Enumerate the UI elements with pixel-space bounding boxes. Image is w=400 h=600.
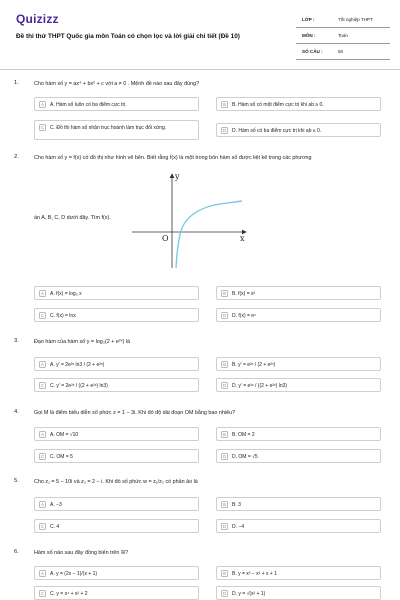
option-3d[interactable] <box>216 378 381 392</box>
option-text: A. Hàm số luôn có ba điểm cực trị. <box>50 101 127 108</box>
option-2c[interactable] <box>34 308 199 322</box>
option-5c[interactable] <box>34 519 199 533</box>
option-text: B. OM = 2 <box>232 431 255 438</box>
option-2d[interactable] <box>216 308 381 322</box>
option-3b[interactable] <box>216 357 381 371</box>
origin-label: O <box>162 234 169 243</box>
option-letter: B <box>221 290 228 297</box>
option-text: D. y′ = e²ˣ / ((2 + e²ˣ) ln3) <box>232 382 288 389</box>
info-row-class <box>296 12 390 28</box>
option-text: C. y′ = 2e²ˣ / ((2 + e²ˣ) ln3) <box>50 382 108 389</box>
question-text: Đạo hàm của hàm số y = log₃(2 + e²ˣ) là <box>34 339 130 345</box>
option-letter: D <box>222 383 227 388</box>
question-text: Cho hàm số y = ax⁴ + bx² + c với a ≠ 0 . Mệnh đề nào sau đây đúng? <box>34 81 200 87</box>
option-6c[interactable] <box>34 586 199 600</box>
info-table <box>296 12 390 60</box>
question-text: Gọi M là điểm biểu diễn số phức z = 1 − 3i. Khi đó độ dài đoạn OM bằng bao nhiêu? <box>34 410 236 416</box>
option-text: D. y = √(x² + 1) <box>232 590 266 597</box>
option-3c[interactable] <box>34 378 199 392</box>
document-title: Đề thi thử THPT Quốc gia môn Toán có chọn lọc và lời giải chi tiết (Đề 10) <box>16 33 240 40</box>
option-6a[interactable] <box>34 566 199 580</box>
option-text: B. f(x) = x² <box>232 290 256 297</box>
option-letter: B <box>221 431 228 438</box>
question-number: 1. <box>14 80 19 86</box>
option-5d[interactable] <box>216 519 381 533</box>
option-6d[interactable] <box>216 586 381 600</box>
option-letter: A <box>39 431 46 438</box>
x-axis-label: x <box>240 234 245 243</box>
option-letter: D <box>222 128 227 133</box>
option-4a[interactable] <box>34 427 199 441</box>
info-value: 50 <box>338 49 344 54</box>
option-1b[interactable] <box>216 97 381 111</box>
option-text: A. y = (2x − 1)/(x + 1) <box>50 570 98 577</box>
option-letter: C <box>40 125 45 130</box>
option-3a[interactable] <box>34 357 199 371</box>
option-letter: A <box>39 501 46 508</box>
option-text: D. f(x) = eˣ <box>232 312 256 319</box>
info-value: Toán <box>338 33 348 38</box>
option-text: C. OM = 5 <box>50 453 73 460</box>
function-graph <box>130 170 250 270</box>
option-letter: A <box>39 570 46 577</box>
question-text: Cho hàm số y = f(x) có đồ thị như hình vẽ bên. Biết rằng f(x) là một trong bốn hàm số được liệt kê trong các phương <box>34 155 312 161</box>
option-text: B. y′ = e²ˣ / (2 + e²ˣ) <box>232 361 276 368</box>
option-2a[interactable] <box>34 286 199 300</box>
info-key: MÔN : <box>302 33 316 38</box>
option-letter: D <box>222 591 227 596</box>
option-6b[interactable] <box>216 566 381 580</box>
y-axis-label: y <box>175 172 180 181</box>
option-letter: D <box>222 524 227 529</box>
option-text: D. OM = √5 <box>232 453 258 460</box>
option-text: C. f(x) = lnx <box>50 312 76 319</box>
question-number: 5. <box>14 478 19 484</box>
option-letter: D <box>222 454 227 459</box>
option-letter: B <box>221 361 228 368</box>
info-value: Tốt nghiệp THPT <box>338 17 373 22</box>
option-letter: B <box>221 501 228 508</box>
question-text: Cho z₁ = 5 − 10i và z₂ = 2 − i. Khi đó số phức w = z₁/z₂ có phần ảo là <box>34 479 198 485</box>
option-letter: A <box>39 361 46 368</box>
option-letter: C <box>40 383 45 388</box>
option-text: A. −3 <box>50 501 62 508</box>
option-text: C. Đồ thị hàm số nhận trục hoành làm trục đối xứng. <box>50 124 167 131</box>
function-curve <box>176 201 242 268</box>
info-key: LỚP : <box>302 17 315 22</box>
option-letter: C <box>40 313 45 318</box>
option-text: B. 3 <box>232 501 241 508</box>
header-divider <box>0 69 400 70</box>
option-4b[interactable] <box>216 427 381 441</box>
option-letter: D <box>222 313 227 318</box>
question-number: 3. <box>14 338 19 344</box>
option-text: A. OM = √10 <box>50 431 79 438</box>
option-text: A. y′ = 2e²ˣ ln3 / (2 + e²ˣ) <box>50 361 105 368</box>
option-4c[interactable] <box>34 449 199 463</box>
question-number: 4. <box>14 409 19 415</box>
option-1d[interactable] <box>216 123 381 137</box>
quizizz-logo: Quizizz <box>16 12 59 26</box>
option-5a[interactable] <box>34 497 199 511</box>
option-1a[interactable] <box>34 97 199 111</box>
option-letter: C <box>40 454 45 459</box>
option-text: B. y = x³ − x² + x + 1 <box>232 570 278 577</box>
option-letter: B <box>221 101 228 108</box>
option-text: C. y = x⁴ + x² + 2 <box>50 590 88 597</box>
question-text: Hàm số nào sau đây đồng biến trên ℝ? <box>34 550 129 556</box>
question-number: 6. <box>14 549 19 555</box>
option-5b[interactable] <box>216 497 381 511</box>
option-2b[interactable] <box>216 286 381 300</box>
info-key: SỐ CÂU : <box>302 49 323 54</box>
option-letter: A <box>39 101 46 108</box>
option-letter: B <box>221 570 228 577</box>
option-1c[interactable] <box>34 120 199 140</box>
option-letter: A <box>39 290 46 297</box>
option-letter: C <box>40 591 45 596</box>
worksheet-header <box>0 0 400 66</box>
option-letter: C <box>40 524 45 529</box>
info-row-subject <box>296 28 390 44</box>
option-text: C. 4 <box>50 523 60 530</box>
question-number: 2. <box>14 154 19 160</box>
option-4d[interactable] <box>216 449 381 463</box>
option-text: B. Hàm số có một điểm cực trị khi ab ≥ 0. <box>232 101 324 108</box>
option-text: D. −4 <box>232 523 245 530</box>
question-text-continued: án A, B, C, D dưới đây. Tìm f(x). <box>34 215 111 221</box>
option-text: D. Hàm số có ba điểm cực trị khi ab ≤ 0. <box>232 127 322 134</box>
option-text: A. f(x) = log₃ x <box>50 290 82 297</box>
info-row-count <box>296 44 390 60</box>
